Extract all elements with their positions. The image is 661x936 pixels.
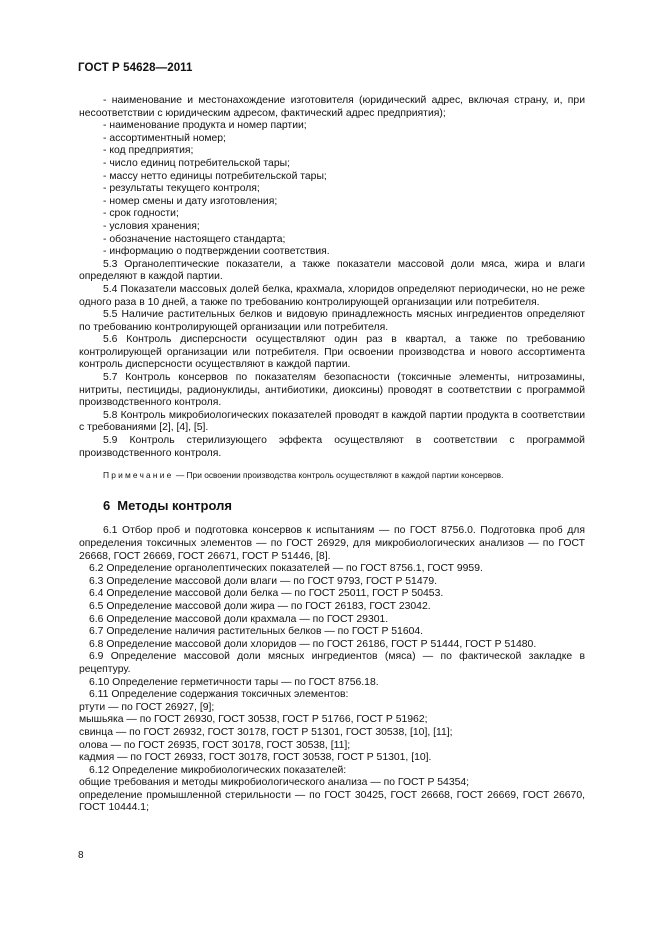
note (79, 469, 585, 482)
list-item: - обозначение настоящего стандарта; (103, 233, 286, 245)
paragraph-5-4: 5.4 Показатели массовых долей белка, крахмала, хлоридов определяют периодически, но не реже одного раза в 10 дней, а также по требованию контролирующей организации или потребителя. (79, 283, 585, 308)
list-item: - условия хранения; (103, 220, 200, 232)
paragraph-6-8: 6.8 Определение массовой доли хлоридов — по ГОСТ 26186, ГОСТ Р 51444, ГОСТ Р 51480. (89, 638, 537, 650)
paragraph-6-5: 6.5 Определение массовой доли жира — по ГОСТ 26183, ГОСТ 23042. (89, 600, 431, 612)
paragraph-5-9: 5.9 Контроль стерилизующего эффекта осуществляют в соответствии с программой производственного контроля. (79, 435, 585, 459)
list-item: - номер смены и дату изготовления; (103, 195, 278, 207)
list-item: - результаты текущего контроля; (103, 183, 260, 195)
section-heading (79, 497, 585, 513)
note-label: Примечание (103, 470, 174, 481)
paragraph-6-1: 6.1 Отбор проб и подготовка консервов к испытаниям — по ГОСТ 8756.0. Подготовка проб для определения токсичных элементов — по ГОСТ 26929, для микробиологических анализов — по ГОСТ 26668, ГОСТ 26669, ГОСТ 26671, ГОСТ Р 51446, [8]. (79, 525, 585, 562)
page-header: ГОСТ Р 54628—2011 (78, 62, 193, 74)
micro-line: определение промышленной стерильности — по ГОСТ 30425, ГОСТ 26668, ГОСТ 26669, ГОСТ 26670, ГОСТ 10444.1; (79, 789, 585, 814)
paragraph-6-2: 6.2 Определение органолептических показателей — по ГОСТ 8756.1, ГОСТ 9959. (89, 563, 483, 575)
page-number: 8 (78, 850, 84, 861)
toxic-element-line: мышьяка — по ГОСТ 26930, ГОСТ 30538, ГОСТ Р 51766, ГОСТ Р 51962; (79, 714, 428, 726)
paragraph-6-6: 6.6 Определение массовой доли крахмала — по ГОСТ 29301. (89, 613, 389, 625)
paragraph-6-9: 6.9 Определение массовой доли мясных ингредиентов (мяса) — по фактической закладке в рецептуру. (79, 651, 585, 675)
paragraph-6-12: 6.12 Определение микробиологических показателей: (89, 764, 347, 776)
toxic-element-line: кадмия — по ГОСТ 26933, ГОСТ 30178, ГОСТ 30538, ГОСТ Р 51301, [10]. (79, 752, 432, 764)
note-text: — При освоении производства контроль осуществляют в каждой партии консервов. (175, 470, 504, 481)
paragraph-6-4: 6.4 Определение массовой доли белка — по ГОСТ 25011, ГОСТ Р 50453. (89, 588, 444, 600)
list-item: - срок годности; (103, 208, 179, 220)
paragraph-5-3: 5.3 Органолептические показатели, а также показатели массовой доли мяса, жира и влаги определяют в каждой партии. (79, 258, 585, 283)
paragraph-6-10: 6.10 Определение герметичности тары — по ГОСТ 8756.18. (89, 676, 379, 688)
toxic-element-line: свинца — по ГОСТ 26932, ГОСТ 30178, ГОСТ Р 51301, ГОСТ 30538, [10], [11]; (79, 726, 453, 738)
list-item: - код предприятия; (103, 145, 194, 157)
list-item: - информацию о подтверждении соответствия. (103, 246, 330, 258)
paragraph-6-11: 6.11 Определение содержания токсичных элементов: (89, 689, 349, 701)
list-item: - наименование и местонахождение изготовителя (юридический адрес, включая страну, и, при несоответствии с юридическим адресом, фактический адрес предприятия); (79, 95, 585, 119)
paragraph-5-5: 5.5 Наличие растительных белков и видовую принадлежность мясных ингредиентов определяют по требованию контролирующей организации или потребителя. (79, 309, 585, 333)
paragraph-5-8: 5.8 Контроль микробиологических показателей проводят в каждой партии продукта в соответствии с требованиями [2], [4], [5]. (79, 409, 585, 434)
paragraph-6-7: 6.7 Определение наличия растительных белков — по ГОСТ Р 51604. (89, 626, 424, 638)
paragraph-6-3: 6.3 Определение массовой доли влаги — по ГОСТ 9793, ГОСТ Р 51479. (89, 575, 438, 587)
toxic-element-line: ртути — по ГОСТ 26927, [9]; (79, 701, 215, 713)
list-item: - число единиц потребительской тары; (103, 157, 290, 169)
section-title: Методы контроля (117, 497, 232, 513)
section-number: 6 (103, 497, 111, 513)
toxic-element-line: олова — по ГОСТ 26935, ГОСТ 30178, ГОСТ 30538, [11]; (79, 739, 351, 751)
micro-line: общие требования и методы микробиологического анализа — по ГОСТ Р 54354; (79, 777, 470, 789)
paragraph-5-7: 5.7 Контроль консервов по показателям безопасности (токсичные элементы, нитрозамины, нитриты, пестициды, радионуклиды, антибиотики, диоксины) проводят в соответствии с программой производственного контроля. (79, 372, 585, 409)
list-item: - ассортиментный номер; (103, 132, 226, 144)
document-body (79, 95, 585, 815)
paragraph-5-6: 5.6 Контроль дисперсности осуществляют один раз в квартал, а также по требованию контролирующей организации или потребителя. При освоении производства и нового ассортимента контроль дисперсности осуществляют в каждой партии. (79, 334, 585, 371)
list-item: - наименование продукта и номер партии; (103, 120, 307, 132)
list-item: - массу нетто единицы потребительской тары; (103, 170, 327, 182)
